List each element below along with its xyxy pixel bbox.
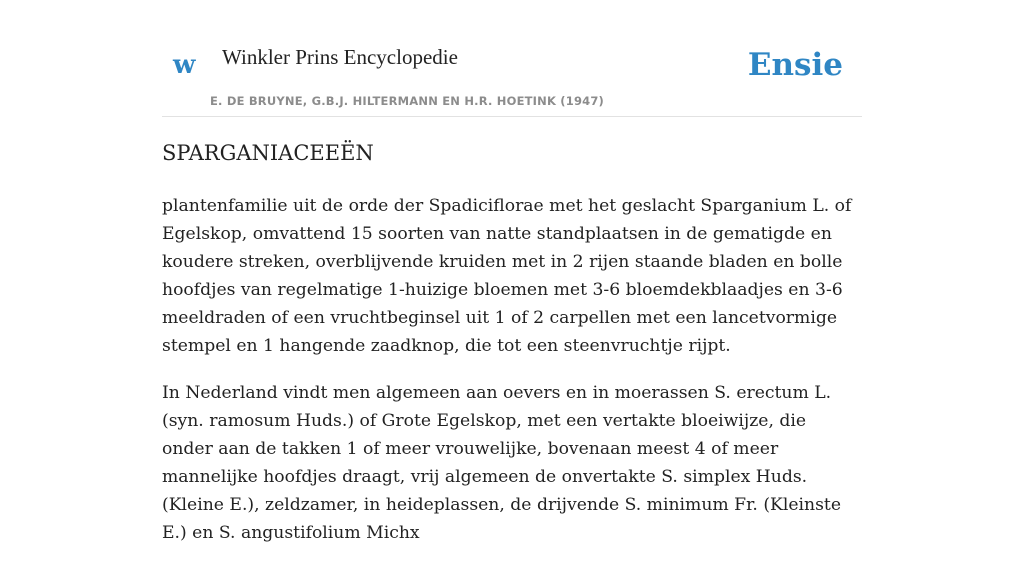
entry-paragraph-1: plantenfamilie uit de orde der Spadiciflorae met het geslacht Sparganium L. of Egelskop, omvattend 15 soorten van natte standplaatsen in de gematigde en koudere streken, overblijvende kruiden met in 2 rijen staande bladen en bolle hoofdjes van regelmatige 1-huizige bloemen met 3-6 bloemdekblaadjes en 3-6 meeldraden of een vruchtbeginsel uit 1 of 2 carpellen met een lancetvormige stempel en 1 hangende zaadknop, die tot een steenvruchtje rijpt.: [162, 196, 852, 356]
entry-paragraph-2: In Nederland vindt men algemeen aan oevers en in moerassen S. erectum L. (syn. ramosum Huds.) of Grote Egelskop, met een vertakte bloeiwijze, die onder aan de takken 1 of meer vrouwelijke, bovenaan meest 4 of meer mannelijke hoofdjes draagt, vrij algemeen de onvertakte S. simplex Huds. (Kleine E.), zeldzamer, in heideplassen, de drijvende S. minimum Fr. (Kleinste E.) en S. angustifolium Michx: [162, 383, 842, 543]
entry-title: SPARGANIACEEËN: [162, 141, 374, 165]
book-authors: E. DE BRUYNE, G.B.J. HILTERMANN EN H.R. HOETINK (1947): [210, 94, 605, 108]
site-header: [162, 0, 862, 117]
entry-body: [162, 192, 862, 566]
book-title[interactable]: Winkler Prins Encyclopedie: [222, 45, 458, 69]
page: [162, 0, 862, 543]
ensie-logo-link[interactable]: Ensie: [747, 47, 843, 83]
book-logo-icon[interactable]: w: [173, 50, 196, 80]
